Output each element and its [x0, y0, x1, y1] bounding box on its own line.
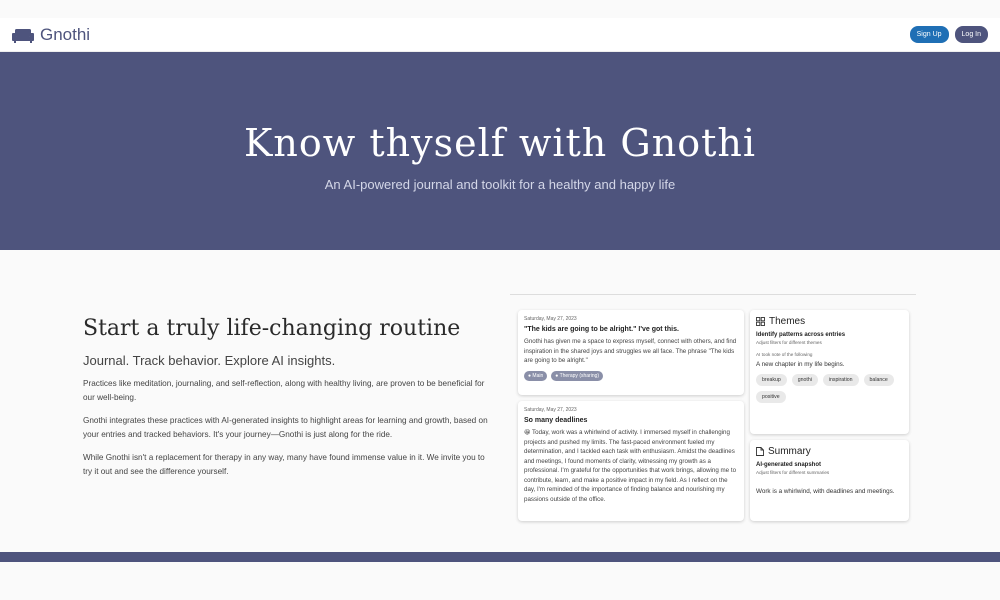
summary-text: Work is a whirlwind, with deadlines and meetings.: [756, 488, 895, 495]
footer-bar: [0, 552, 1000, 562]
intro-subheading: Journal. Track behavior. Explore AI insights.: [83, 353, 336, 368]
brand-name: Gnothi: [40, 24, 91, 44]
top-navbar: [0, 18, 1000, 52]
theme-chip[interactable]: breakup: [756, 374, 787, 386]
entry-body: 😀 Today, work was a whirlwind of activity. I immersed myself in challenging projects and pushed my limits. The fast-paced environment fueled my determination, and I tackled each task with enthusiasm. Amidst the deadlines and meetings, I found moments of clarity, witnessing my growth as a professional. I'm grateful for the opportunities that work brings, allowing me to contribute, learn, and make a positive impact in my field. As I reflect on the day, I'm reminded of the importance of finding balance and nourishing my passions outside of the office.: [524, 429, 737, 503]
brand-logo[interactable]: [12, 25, 90, 45]
preview-divider: [510, 294, 916, 295]
themes-hint: Adjust filters for different themes: [756, 340, 822, 345]
journal-entry-card[interactable]: [518, 310, 744, 395]
hero-subtitle: An AI-powered journal and toolkit for a healthy and happy life: [324, 176, 676, 192]
themes-line: A new chapter in my life begins.: [756, 361, 845, 368]
theme-chip[interactable]: inspiration: [823, 374, 859, 386]
journal-entry-card[interactable]: [518, 401, 744, 521]
theme-chips: [756, 374, 903, 403]
entry-tags: [524, 371, 738, 381]
entry-title: So many deadlines: [524, 417, 588, 424]
themes-title: Themes: [769, 316, 806, 327]
theme-chip[interactable]: balance: [864, 374, 894, 386]
footer-space: [0, 562, 1000, 600]
grid-icon: [756, 317, 765, 326]
entry-date: Saturday, May 27, 2023: [524, 316, 577, 322]
theme-chip[interactable]: gnothi: [792, 374, 818, 386]
theme-chip[interactable]: positive: [756, 391, 786, 403]
log-in-button[interactable]: Log In: [955, 26, 988, 43]
top-gap: [0, 0, 1000, 18]
intro-heading: Start a truly life-changing routine: [83, 316, 461, 341]
entry-date: Saturday, May 27, 2023: [524, 407, 577, 413]
tag-badge: ● Therapy (sharing): [551, 371, 603, 381]
themes-header: [756, 316, 903, 327]
intro-paragraph: Gnothi integrates these practices with AI-generated insights to highlight areas for learning and growth, based on your entries and tracked behaviors. It's your journey—Gnothi is just along for the ride.: [83, 416, 488, 439]
themes-subtitle: Identify patterns across entries: [756, 332, 846, 338]
couch-icon: [12, 27, 34, 43]
summary-subtitle: AI-generated snapshot: [756, 462, 822, 468]
hero-banner: [0, 52, 1000, 250]
tag-badge: ● Main: [524, 371, 547, 381]
themes-note: AI took note of the following: [756, 352, 813, 357]
document-icon: [756, 447, 764, 456]
hero-title: Know thyself with Gnothi: [244, 120, 756, 165]
intro-section: [0, 250, 1000, 554]
summary-title: Summary: [768, 446, 811, 457]
summary-hint: Adjust filters for different summaries: [756, 470, 830, 475]
intro-paragraph: While Gnothi isn't a replacement for therapy in any way, many have found immense value in it. We invite you to try it out and see the difference yourself.: [83, 453, 485, 476]
nav-actions: [910, 26, 988, 43]
intro-paragraph: Practices like meditation, journaling, and self-reflection, along with healthy living, are proven to be beneficial for our well-being.: [83, 379, 485, 402]
intro-text: [83, 316, 493, 479]
summary-header: [756, 446, 903, 457]
sign-up-button[interactable]: Sign Up: [910, 26, 949, 43]
entry-body: Gnothi has given me a space to express myself, connect with others, and find inspiration in the shared joys and struggles we all face. The phrase "The kids are going to be alright.": [524, 338, 737, 364]
themes-card: [750, 310, 909, 434]
summary-card: [750, 440, 909, 521]
entry-title: "The kids are going to be alright." I've got this.: [524, 326, 679, 333]
